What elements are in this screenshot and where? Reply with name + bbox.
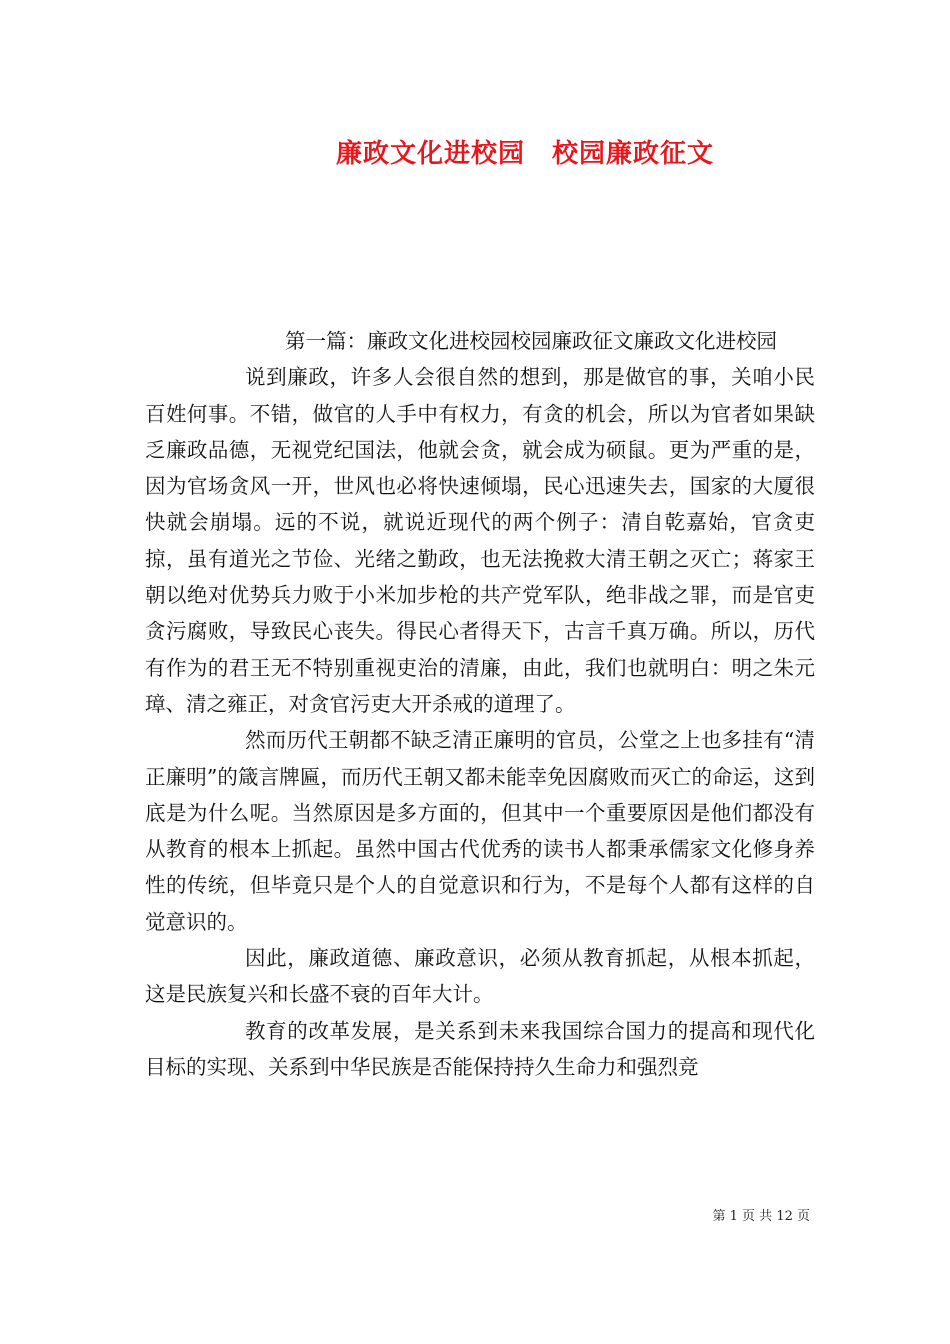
section-heading: 第一篇：廉政文化进校园校园廉政征文廉政文化进校园	[285, 329, 777, 353]
body-paragraph: 说到廉政，许多人会很自然的想到，那是做官的事，关咱小民百姓何事。不错，做官的人手中有权力，有贪的机会，所以为官者如果缺乏廉政品德，无视党纪国法，他就会贪，就会成为硕鼠。更为严重的是，因为官场贪风一开，世风也必将快速倾塌，民心迅速失去，国家的大厦很快就会崩塌。远的不说，就说近现代的两个例子：清自乾嘉始，官贪吏掠，虽有道光之节俭、光绪之勤政，也无法挽救大清王朝之灭亡；蒋家王朝以绝对优势兵力败于小米加步枪的共产党军队，绝非战之罪，而是官吏贪污腐败，导致民心丧失。得民心者得天下，古言千真万确。所以，历代有作为的君王无不特别重视吏治的清廉，由此，我们也就明白：明之朱元璋、清之雍正，对贪官污吏大开杀戒的道理了。	[145, 365, 815, 716]
document-title: 廉政文化进校园 校园廉政征文	[335, 139, 714, 169]
body-paragraph: 教育的改革发展，是关系到未来我国综合国力的提高和现代化目标的实现、关系到中华民族是否能保持持久生命力和强烈竞	[145, 1018, 815, 1079]
body-paragraph: 因此，廉政道德、廉政意识，必须从教育抓起，从根本抓起，这是民族复兴和长盛不衰的百年大计。	[145, 946, 815, 1007]
document-body	[145, 323, 815, 1085]
body-paragraph: 然而历代王朝都不缺乏清正廉明的官员，公堂之上也多挂有“清正廉明”的箴言牌匾，而历代王朝又都未能幸免因腐败而灭亡的命运，这到底是为什么呢。当然原因是多方面的，但其中一个重要原因是他们都没有从教育的根本上抓起。虽然中国古代优秀的读书人都秉承儒家文化修身养性的传统，但毕竟只是个人的自觉意识和行为，不是每个人都有这样的自觉意识的。	[145, 728, 815, 934]
page-number-footer: 第 1 页 共 12 页	[712, 1209, 810, 1224]
